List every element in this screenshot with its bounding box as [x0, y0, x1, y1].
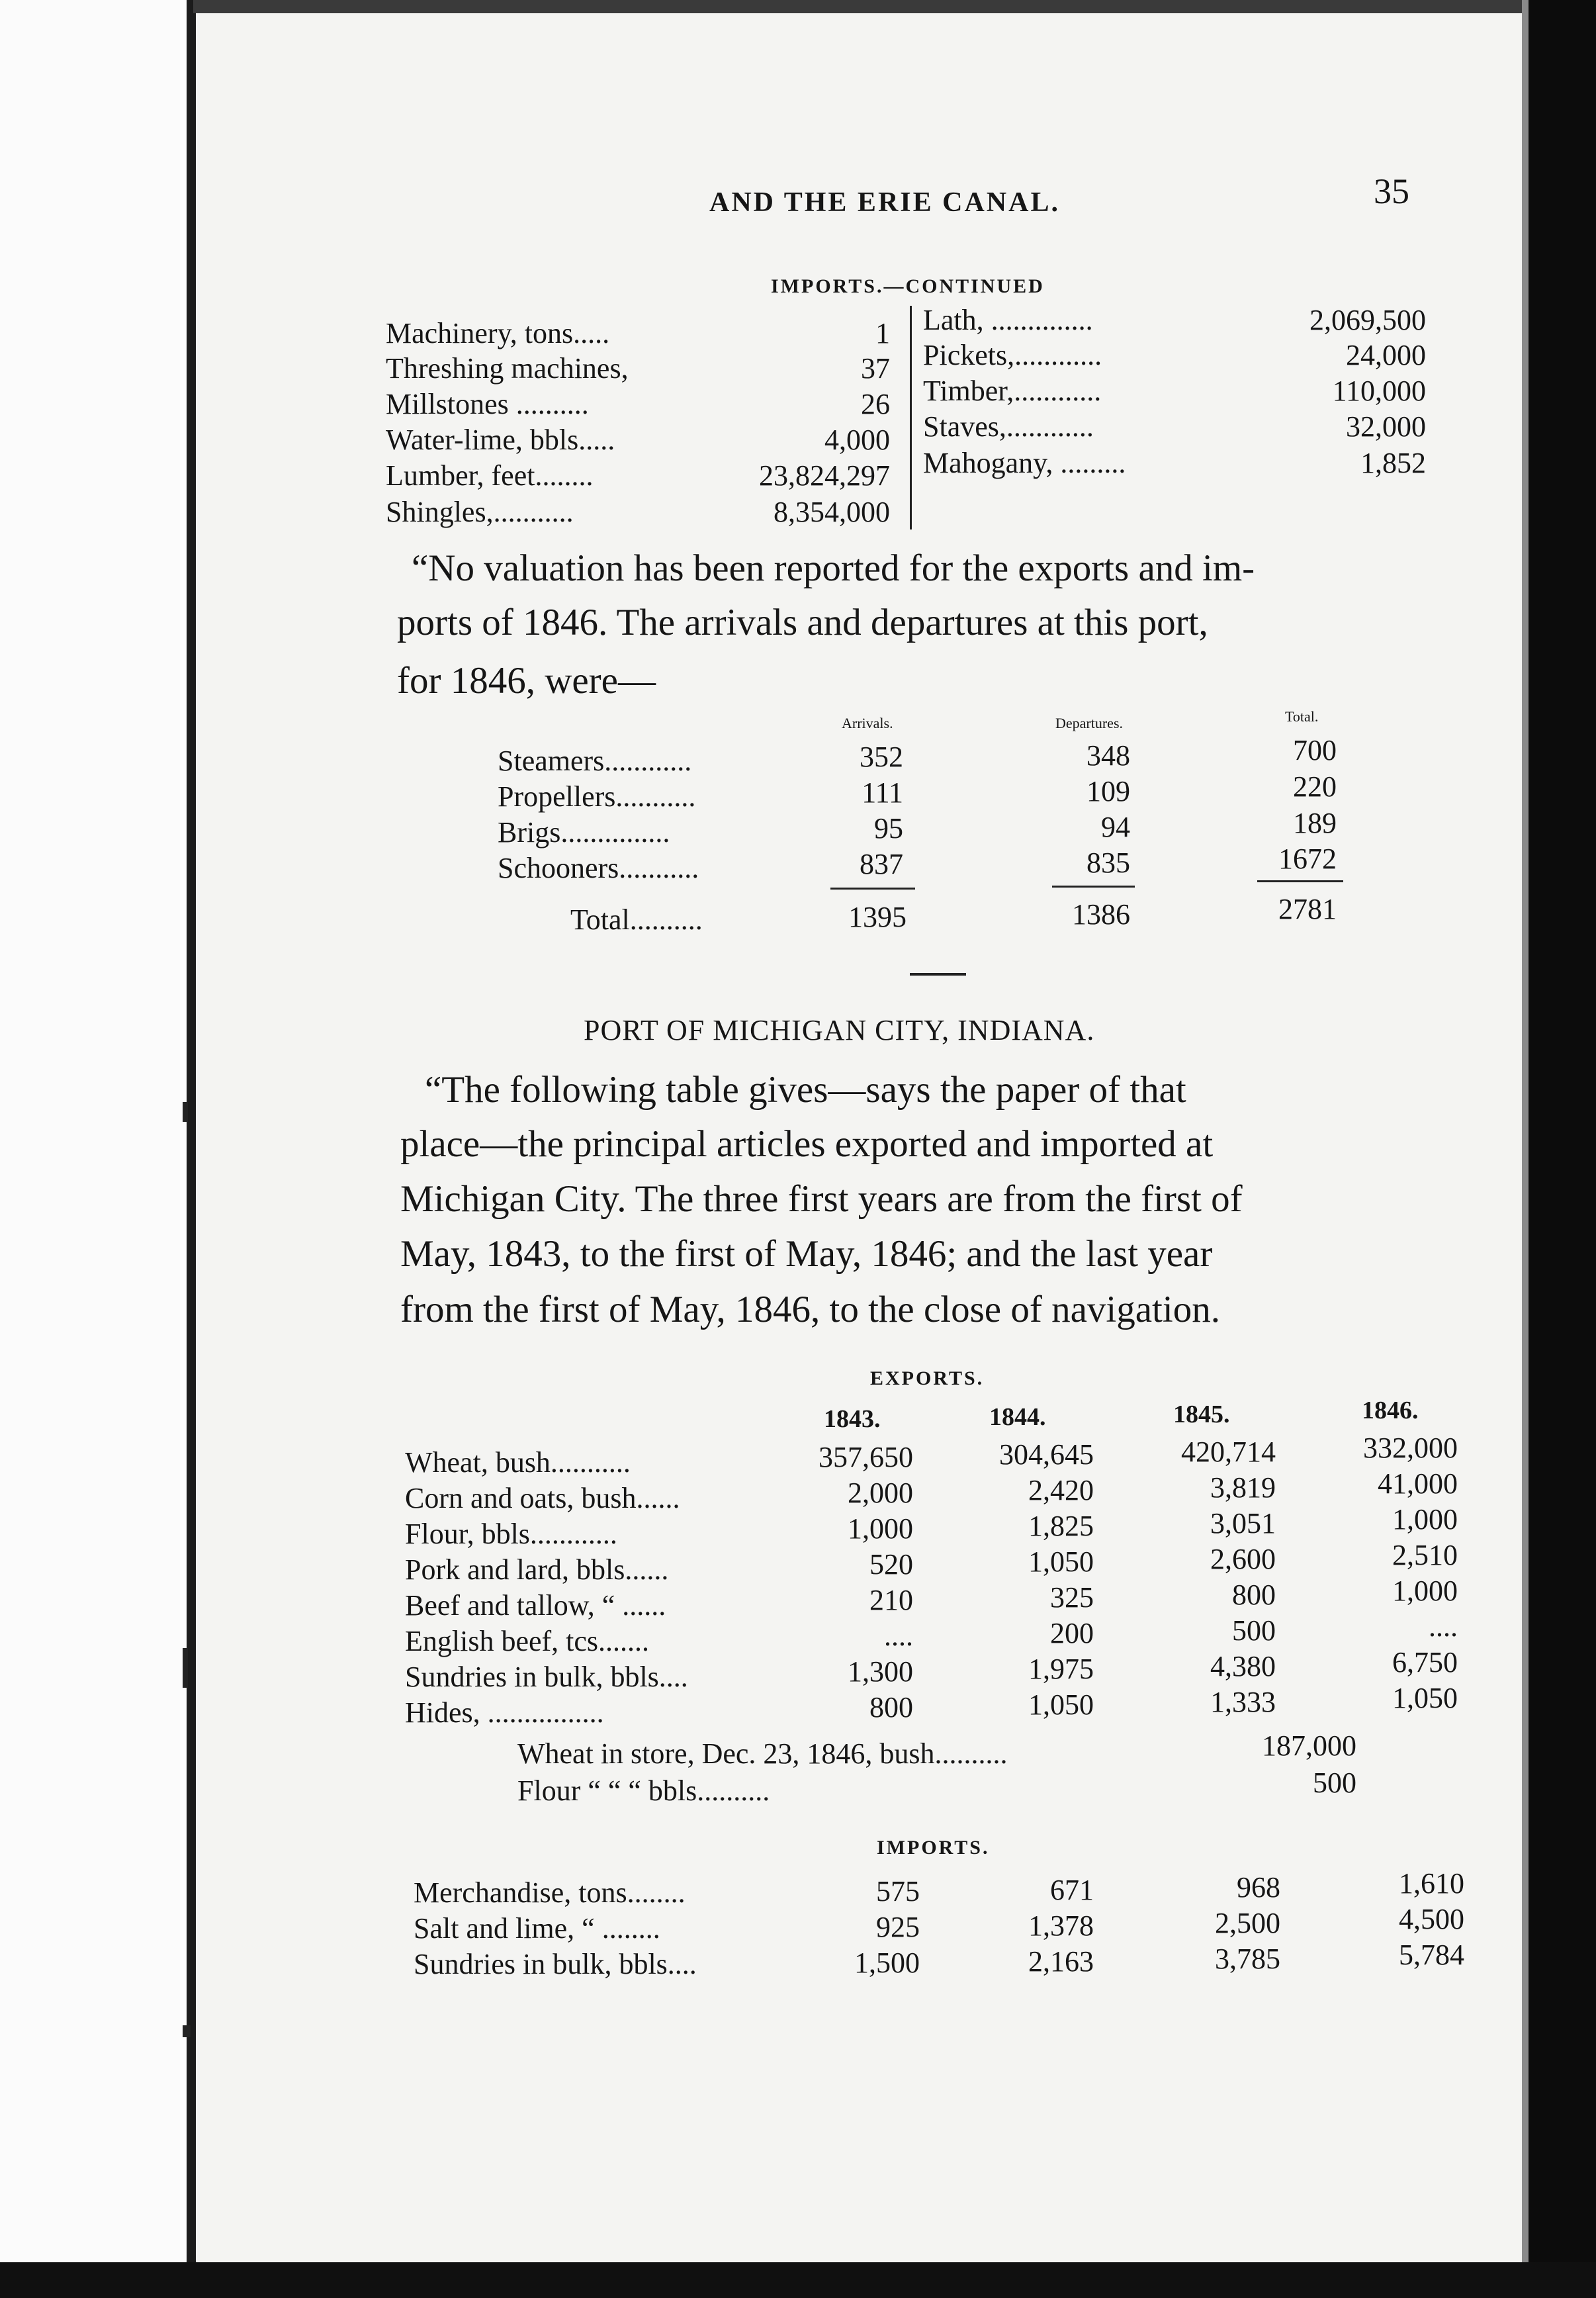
import-value-1844: 1,378	[1028, 1909, 1094, 1942]
import-value: 23,824,297	[759, 459, 890, 492]
departures-value: 835	[1086, 847, 1130, 879]
year-header: 1843.	[824, 1405, 881, 1433]
export-value-1843: 2,000	[848, 1477, 913, 1509]
export-label: Wheat, bush...........	[405, 1446, 631, 1479]
import-label: Mahogany, .........	[923, 447, 1126, 479]
export-value-1844: 325	[1050, 1581, 1094, 1614]
departures-total: 1386	[1072, 898, 1130, 931]
grand-total: 2781	[1278, 893, 1337, 925]
store-value: 500	[1313, 1767, 1356, 1799]
import-label: Water-lime, bbls.....	[386, 424, 615, 456]
import-label: Pickets,............	[923, 339, 1102, 371]
paragraph-line: “The following table gives—says the paper of that	[425, 1069, 1186, 1111]
import-value: 1	[875, 317, 890, 349]
running-head: AND THE ERIE CANAL.	[709, 187, 1060, 218]
export-value-1844: 1,975	[1028, 1653, 1094, 1685]
export-value-1846: 1,050	[1392, 1682, 1458, 1714]
import-value-1843: 925	[876, 1911, 920, 1943]
total-label: Total..........	[570, 903, 703, 936]
departures-value: 109	[1086, 775, 1130, 807]
import-value: 4,000	[824, 424, 890, 456]
export-label: Flour, bbls............	[405, 1518, 617, 1550]
export-value-1844: 304,645	[999, 1438, 1094, 1471]
export-value-1845: 420,714	[1181, 1436, 1276, 1468]
export-value-1845: 4,380	[1210, 1650, 1276, 1682]
import-label: Lumber, feet........	[386, 459, 594, 492]
export-value-1844: 1,825	[1028, 1510, 1094, 1542]
column-header: Arrivals.	[842, 715, 893, 731]
departures-value: 348	[1086, 739, 1130, 772]
export-value-1845: 800	[1232, 1579, 1276, 1611]
vessel-label: Brigs...............	[498, 816, 670, 849]
import-value-1845: 3,785	[1215, 1943, 1280, 1975]
import-value-1843: 1,500	[854, 1947, 920, 1979]
export-value-1843: ....	[884, 1620, 913, 1652]
total-value: 220	[1293, 770, 1337, 803]
store-line: Wheat in store, Dec. 23, 1846, bush..........	[517, 1737, 1008, 1770]
vessel-label: Propellers...........	[498, 780, 696, 813]
import-label: Shingles,...........	[386, 496, 574, 528]
export-value-1846: 1,000	[1392, 1575, 1458, 1607]
export-value-1845: 3,819	[1210, 1471, 1276, 1504]
export-value-1846: 6,750	[1392, 1646, 1458, 1678]
paragraph-line: May, 1843, to the first of May, 1846; and the last year	[400, 1233, 1213, 1275]
export-value-1843: 210	[869, 1584, 913, 1616]
import-label: Sundries in bulk, bbls....	[414, 1948, 697, 1980]
import-label: Threshing machines,	[386, 352, 629, 385]
imports-continued-heading: IMPORTS.—CONTINUED	[771, 275, 1045, 297]
vessel-label: Steamers............	[498, 745, 692, 777]
arrivals-total: 1395	[848, 901, 907, 933]
arrivals-value: 111	[862, 776, 903, 809]
paragraph-line: place—the principal articles exported and imported at	[400, 1123, 1214, 1165]
import-value: 32,000	[1346, 410, 1426, 443]
export-value-1846: 332,000	[1363, 1432, 1458, 1464]
export-label: English beef, tcs.......	[405, 1625, 650, 1657]
export-label: Beef and tallow, “ ......	[405, 1589, 666, 1622]
margin-mark	[183, 1102, 188, 1122]
import-value: 8,354,000	[774, 496, 890, 528]
import-value: 110,000	[1332, 375, 1426, 407]
import-value-1846: 5,784	[1399, 1939, 1464, 1971]
departures-value: 94	[1101, 811, 1130, 843]
export-value-1843: 357,650	[819, 1441, 913, 1473]
store-value: 187,000	[1262, 1729, 1356, 1762]
page-number: 35	[1374, 171, 1409, 211]
paragraph-line: Michigan City. The three first years are from the first of	[400, 1178, 1243, 1220]
total-value: 1672	[1278, 843, 1337, 875]
export-value-1843: 520	[869, 1548, 913, 1581]
import-label: Timber,............	[923, 375, 1102, 407]
year-header: 1845.	[1173, 1401, 1230, 1428]
top-edge-shadow	[193, 0, 1536, 13]
export-value-1844: 2,420	[1028, 1474, 1094, 1506]
export-value-1844: 1,050	[1028, 1688, 1094, 1721]
margin-mark	[183, 1648, 188, 1688]
year-header: 1844.	[989, 1403, 1046, 1431]
import-value-1844: 671	[1050, 1874, 1094, 1906]
export-value-1843: 1,000	[848, 1512, 913, 1545]
section-title: PORT OF MICHIGAN CITY, INDIANA.	[584, 1014, 1095, 1046]
import-value: 1,852	[1360, 447, 1426, 479]
import-label: Merchandise, tons........	[414, 1876, 686, 1909]
export-label: Hides, ................	[405, 1696, 604, 1729]
import-value-1846: 1,610	[1399, 1867, 1464, 1900]
total-value: 189	[1293, 807, 1337, 839]
margin-mark	[183, 2025, 191, 2037]
sum-rule	[1257, 880, 1343, 882]
import-value-1845: 2,500	[1215, 1907, 1280, 1939]
column-header: Total.	[1285, 708, 1319, 725]
paragraph-line: for 1846, were—	[397, 660, 656, 702]
paragraph-line: “No valuation has been reported for the exports and im-	[412, 547, 1255, 589]
total-value: 700	[1293, 734, 1337, 766]
export-value-1846: 1,000	[1392, 1503, 1458, 1536]
store-line: Flour “ “ “ bbls..........	[517, 1774, 770, 1807]
export-value-1843: 1,300	[848, 1655, 913, 1688]
export-label: Corn and oats, bush......	[405, 1482, 680, 1514]
sum-rule	[830, 888, 915, 890]
arrivals-value: 837	[860, 848, 903, 880]
import-value: 26	[861, 388, 890, 420]
import-value-1845: 968	[1237, 1871, 1280, 1904]
export-label: Pork and lard, bbls......	[405, 1553, 669, 1586]
imports-heading: IMPORTS.	[877, 1837, 990, 1859]
left-page-margin	[0, 0, 193, 2298]
section-divider	[910, 973, 966, 976]
export-value-1845: 3,051	[1210, 1507, 1276, 1540]
export-value-1844: 1,050	[1028, 1545, 1094, 1578]
export-value-1846: ....	[1429, 1610, 1458, 1643]
import-value: 24,000	[1346, 339, 1426, 371]
import-value-1846: 4,500	[1399, 1903, 1464, 1935]
arrivals-value: 95	[874, 812, 903, 845]
import-label: Staves,............	[923, 410, 1094, 443]
exports-heading: EXPORTS.	[870, 1367, 985, 1389]
export-value-1846: 2,510	[1392, 1539, 1458, 1571]
export-value-1843: 800	[869, 1691, 913, 1723]
import-label: Salt and lime, “ ........	[414, 1912, 660, 1945]
arrivals-value: 352	[860, 741, 903, 773]
book-spine-shadow	[187, 0, 196, 2270]
column-header: Departures.	[1055, 715, 1124, 731]
export-label: Sundries in bulk, bbls....	[405, 1661, 688, 1693]
sum-rule	[1052, 886, 1135, 888]
column-divider	[910, 306, 912, 529]
paragraph-line: ports of 1846. The arrivals and departures at this port,	[397, 602, 1208, 643]
export-value-1845: 500	[1232, 1614, 1276, 1647]
year-header: 1846.	[1362, 1397, 1419, 1424]
right-scan-border	[1529, 0, 1596, 2298]
import-label: Millstones ..........	[386, 388, 589, 420]
import-value-1844: 2,163	[1028, 1945, 1094, 1978]
export-value-1845: 2,600	[1210, 1543, 1276, 1575]
paragraph-line: from the first of May, 1846, to the close of navigation.	[400, 1289, 1220, 1330]
import-value: 37	[861, 352, 890, 385]
bottom-scan-border	[0, 2262, 1596, 2298]
export-value-1844: 200	[1050, 1617, 1094, 1649]
import-label: Lath, ..............	[923, 304, 1093, 336]
export-value-1845: 1,333	[1210, 1686, 1276, 1718]
export-value-1846: 41,000	[1378, 1467, 1458, 1500]
vessel-label: Schooners...........	[498, 852, 699, 884]
import-value: 2,069,500	[1309, 304, 1426, 336]
import-label: Machinery, tons.....	[386, 317, 610, 349]
import-value-1843: 575	[876, 1875, 920, 1907]
